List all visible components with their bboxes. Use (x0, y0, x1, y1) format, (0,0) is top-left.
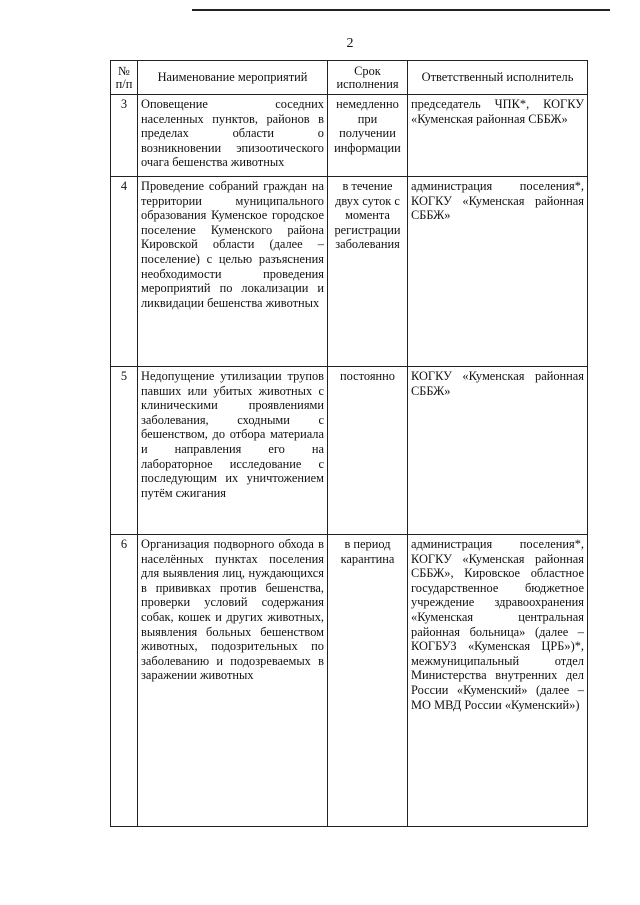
row-num: 3 (111, 95, 138, 177)
row-event: Проведение собраний граждан на территории муниципального образования Куменское городское поселение Куменского района Кировской области (далее – поселение) с целью разъяснения необходимости проведения мероприятий по локализации и ликвидации бешенства животных (138, 177, 328, 367)
row-event: Недопущение утилизации трупов павших или убитых животных с клиническими проявлениями заболевания, сходными с бешенством, до отбора материала и направления его на лабораторное исследование с последующим их уничтожением путём сжигания (138, 367, 328, 535)
row-term: в течение двух суток с момента регистрации заболевания (328, 177, 408, 367)
measures-table (110, 60, 588, 827)
table-row (111, 535, 588, 827)
row-term: постоянно (328, 367, 408, 535)
table-row (111, 367, 588, 535)
row-num: 5 (111, 367, 138, 535)
header-responsible: Ответственный исполнитель (408, 61, 588, 95)
row-term: немедленно при получении информации (328, 95, 408, 177)
table-row (111, 177, 588, 367)
row-responsible: КОГКУ «Куменская районная СББЖ» (408, 367, 588, 535)
header-event: Наименование мероприятий (138, 61, 328, 95)
row-responsible: председатель ЧПК*, КОГКУ «Куменская районная СББЖ» (408, 95, 588, 177)
row-event: Оповещение соседних населенных пунктов, районов в пределах области о возникновении эпизоотического очага бешенства животных (138, 95, 328, 177)
row-event: Организация подворного обхода в населённых пунктах поселения для выявления лиц, нуждающихся в прививках против бешенства, проверки условий содержания собак, кошек и других животных, выявления больных бешенством животных, подозрительных по заболеванию и подозреваемых в заражении животных (138, 535, 328, 827)
row-responsible: администрация поселения*, КОГКУ «Куменская районная СББЖ», Кировское областное государственное бюджетное учреждение здравоохранения «Куменская центральная районная больница» (далее – КОГБУЗ «Куменская ЦРБ»)*, межмуниципальный отдел Министерства внутренних дел России «Куменский» (далее – МО МВД России «Куменский») (408, 535, 588, 827)
page-number: 2 (346, 36, 354, 51)
top-rule (192, 9, 610, 11)
row-term: в период карантина (328, 535, 408, 827)
header-num: № п/п (111, 61, 138, 95)
table-header-row (111, 61, 588, 95)
row-responsible: администрация поселения*, КОГКУ «Куменская районная СББЖ» (408, 177, 588, 367)
header-term: Срок исполнения (328, 61, 408, 95)
row-num: 6 (111, 535, 138, 827)
row-num: 4 (111, 177, 138, 367)
table-row (111, 95, 588, 177)
